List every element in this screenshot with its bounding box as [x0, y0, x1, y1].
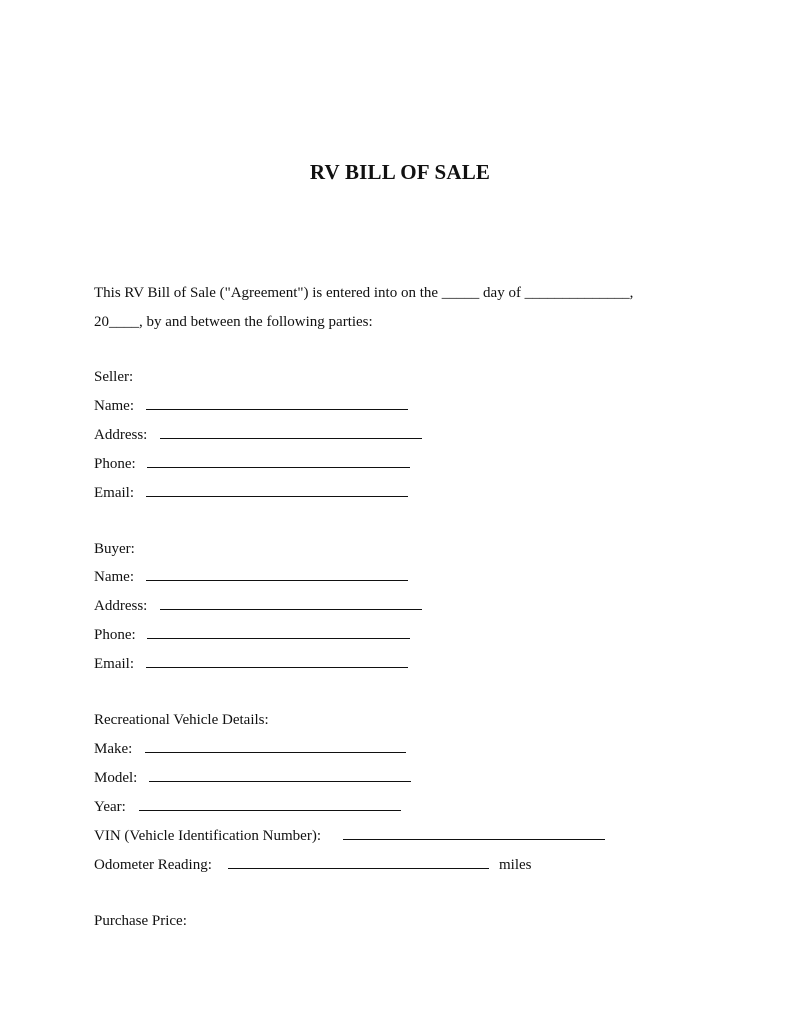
vehicle-vin-label: VIN (Vehicle Identification Number):: [94, 828, 321, 844]
purchase-price-heading: Purchase Price:: [94, 913, 187, 929]
buyer-address-label: Address:: [94, 598, 148, 614]
vehicle-odometer-field[interactable]: [228, 868, 489, 869]
vehicle-odometer-label: Odometer Reading:: [94, 857, 212, 873]
seller-email-label: Email:: [94, 485, 134, 501]
vehicle-make-field[interactable]: [145, 752, 406, 753]
buyer-phone-label: Phone:: [94, 627, 136, 643]
document-title: RV BILL OF SALE: [309, 160, 491, 184]
seller-name-label: Name:: [94, 398, 134, 414]
seller-phone-field[interactable]: [147, 467, 410, 468]
seller-email-field[interactable]: [146, 496, 408, 497]
vehicle-model-label: Model:: [94, 770, 138, 786]
intro-line-1: This RV Bill of Sale ("Agreement") is entered into on the _____ day of ______________,: [94, 285, 634, 301]
buyer-heading: Buyer:: [94, 541, 135, 557]
seller-name-field[interactable]: [146, 409, 408, 410]
seller-address-label: Address:: [94, 427, 148, 443]
odometer-miles-suffix: miles: [499, 857, 532, 873]
vehicle-year-label: Year:: [94, 799, 126, 815]
buyer-email-label: Email:: [94, 656, 134, 672]
seller-heading: Seller:: [94, 369, 134, 385]
vehicle-heading: Recreational Vehicle Details:: [94, 712, 269, 728]
vehicle-year-field[interactable]: [139, 810, 401, 811]
seller-address-field[interactable]: [160, 438, 422, 439]
intro-line-2: 20____, by and between the following parties:: [94, 314, 373, 330]
buyer-address-field[interactable]: [160, 609, 422, 610]
buyer-phone-field[interactable]: [147, 638, 410, 639]
vehicle-vin-field[interactable]: [343, 839, 605, 840]
vehicle-model-field[interactable]: [149, 781, 411, 782]
buyer-name-label: Name:: [94, 569, 134, 585]
vehicle-make-label: Make:: [94, 741, 133, 757]
seller-phone-label: Phone:: [94, 456, 136, 472]
buyer-name-field[interactable]: [146, 580, 408, 581]
buyer-email-field[interactable]: [146, 667, 408, 668]
